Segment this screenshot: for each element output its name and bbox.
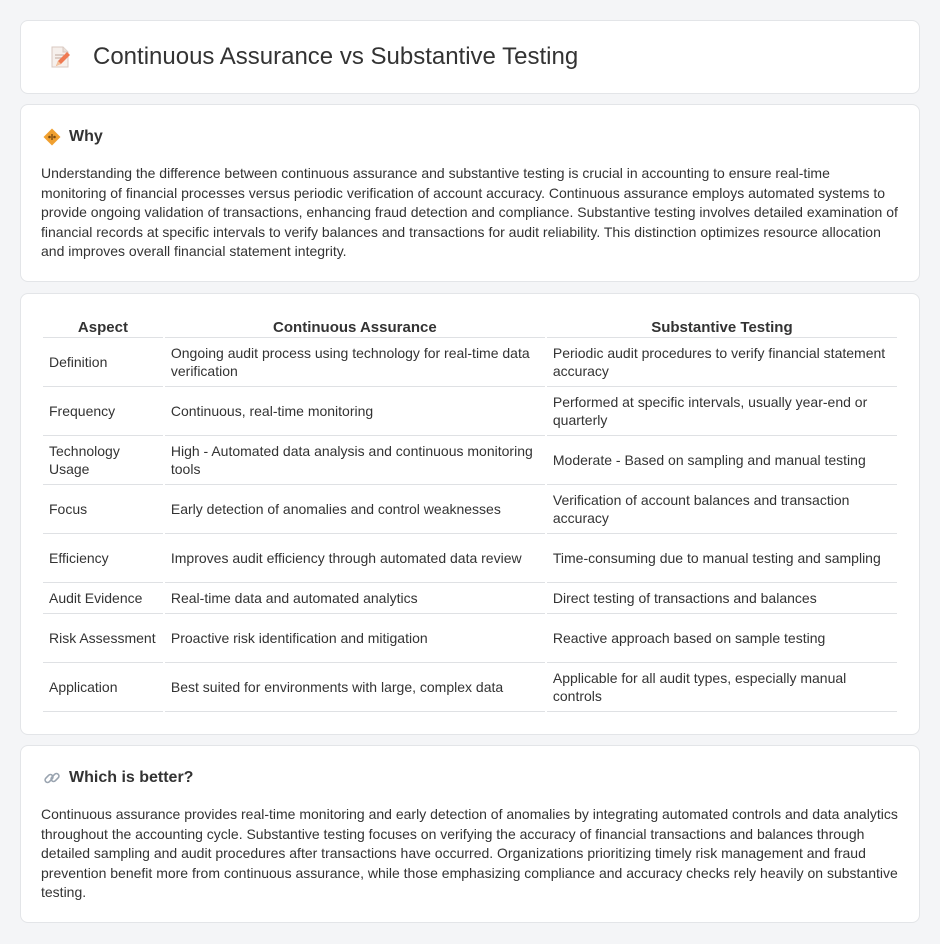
substantive-cell: Performed at specific intervals, usually year-end or quarterly (547, 387, 897, 436)
substantive-cell: Reactive approach based on sample testing (547, 614, 897, 663)
header-substantive-testing: Substantive Testing (547, 316, 897, 338)
diamond-warning-icon (43, 128, 61, 146)
better-text: Continuous assurance provides real-time monitoring and early detection of anomalies by integrating automated controls and data analytics throughout the accounting cycle. Substantive testing focuses on verifying the accuracy of financial transactions and balances through detailed sampling and audit procedures after transactions have occurred. Organizations prioritizing timely risk management and fraud prevention benefit more from continuous assurance, while those emphasizing compliance and accuracy checks rely heavily on substantive testing. (41, 806, 898, 901)
aspect-cell: Frequency (43, 387, 163, 436)
continuous-cell: Proactive risk identification and mitigation (165, 614, 545, 663)
table-row (43, 436, 897, 485)
substantive-cell: Moderate - Based on sampling and manual testing (547, 436, 897, 485)
aspect-cell: Audit Evidence (43, 583, 163, 614)
substantive-cell: Periodic audit procedures to verify financial statement accuracy (547, 338, 897, 387)
aspect-cell: Efficiency (43, 534, 163, 583)
continuous-cell: High - Automated data analysis and continuous monitoring tools (165, 436, 545, 485)
table-row (43, 387, 897, 436)
aspect-cell: Risk Assessment (43, 614, 163, 663)
why-text: Understanding the difference between continuous assurance and substantive testing is crucial in accounting to ensure real-time monitoring of financial processes versus periodic verification of account accuracy. Continuous assurance employs automated systems to provide ongoing validation of transactions, enhancing fraud detection and compliance. Substantive testing involves detailed examination of financial records at specific intervals to verify balances and transactions for audit reliability. This distinction optimizes resource allocation and improves overall financial statement integrity. (41, 165, 898, 260)
header-aspect: Aspect (43, 316, 163, 338)
table-row (43, 338, 897, 387)
table-row (43, 485, 897, 534)
which-is-better-section (20, 745, 920, 923)
table-row (43, 534, 897, 583)
continuous-cell: Continuous, real-time monitoring (165, 387, 545, 436)
substantive-cell: Time-consuming due to manual testing and sampling (547, 534, 897, 583)
aspect-cell: Definition (43, 338, 163, 387)
title-card (20, 20, 920, 94)
link-icon (43, 769, 61, 787)
better-heading: Which is better? (69, 769, 194, 786)
header-continuous-assurance: Continuous Assurance (165, 316, 545, 338)
aspect-cell: Technology Usage (43, 436, 163, 485)
aspect-cell: Focus (43, 485, 163, 534)
continuous-cell: Early detection of anomalies and control weaknesses (165, 485, 545, 534)
comparison-table-card (20, 293, 920, 735)
continuous-cell: Ongoing audit process using technology for real-time data verification (165, 338, 545, 387)
substantive-cell: Applicable for all audit types, especially manual controls (547, 663, 897, 712)
aspect-cell: Application (43, 663, 163, 712)
why-section (20, 104, 920, 282)
continuous-cell: Real-time data and automated analytics (165, 583, 545, 614)
table-header-row (43, 316, 897, 338)
table-row (43, 614, 897, 663)
table-row (43, 663, 897, 712)
why-heading: Why (69, 128, 103, 145)
continuous-cell: Best suited for environments with large, complex data (165, 663, 545, 712)
table-row (43, 583, 897, 614)
continuous-cell: Improves audit efficiency through automated data review (165, 534, 545, 583)
comparison-table (41, 316, 899, 712)
substantive-cell: Verification of account balances and transaction accuracy (547, 485, 897, 534)
document-pencil-icon (47, 44, 73, 70)
page-title: Continuous Assurance vs Substantive Testing (93, 43, 579, 70)
substantive-cell: Direct testing of transactions and balances (547, 583, 897, 614)
